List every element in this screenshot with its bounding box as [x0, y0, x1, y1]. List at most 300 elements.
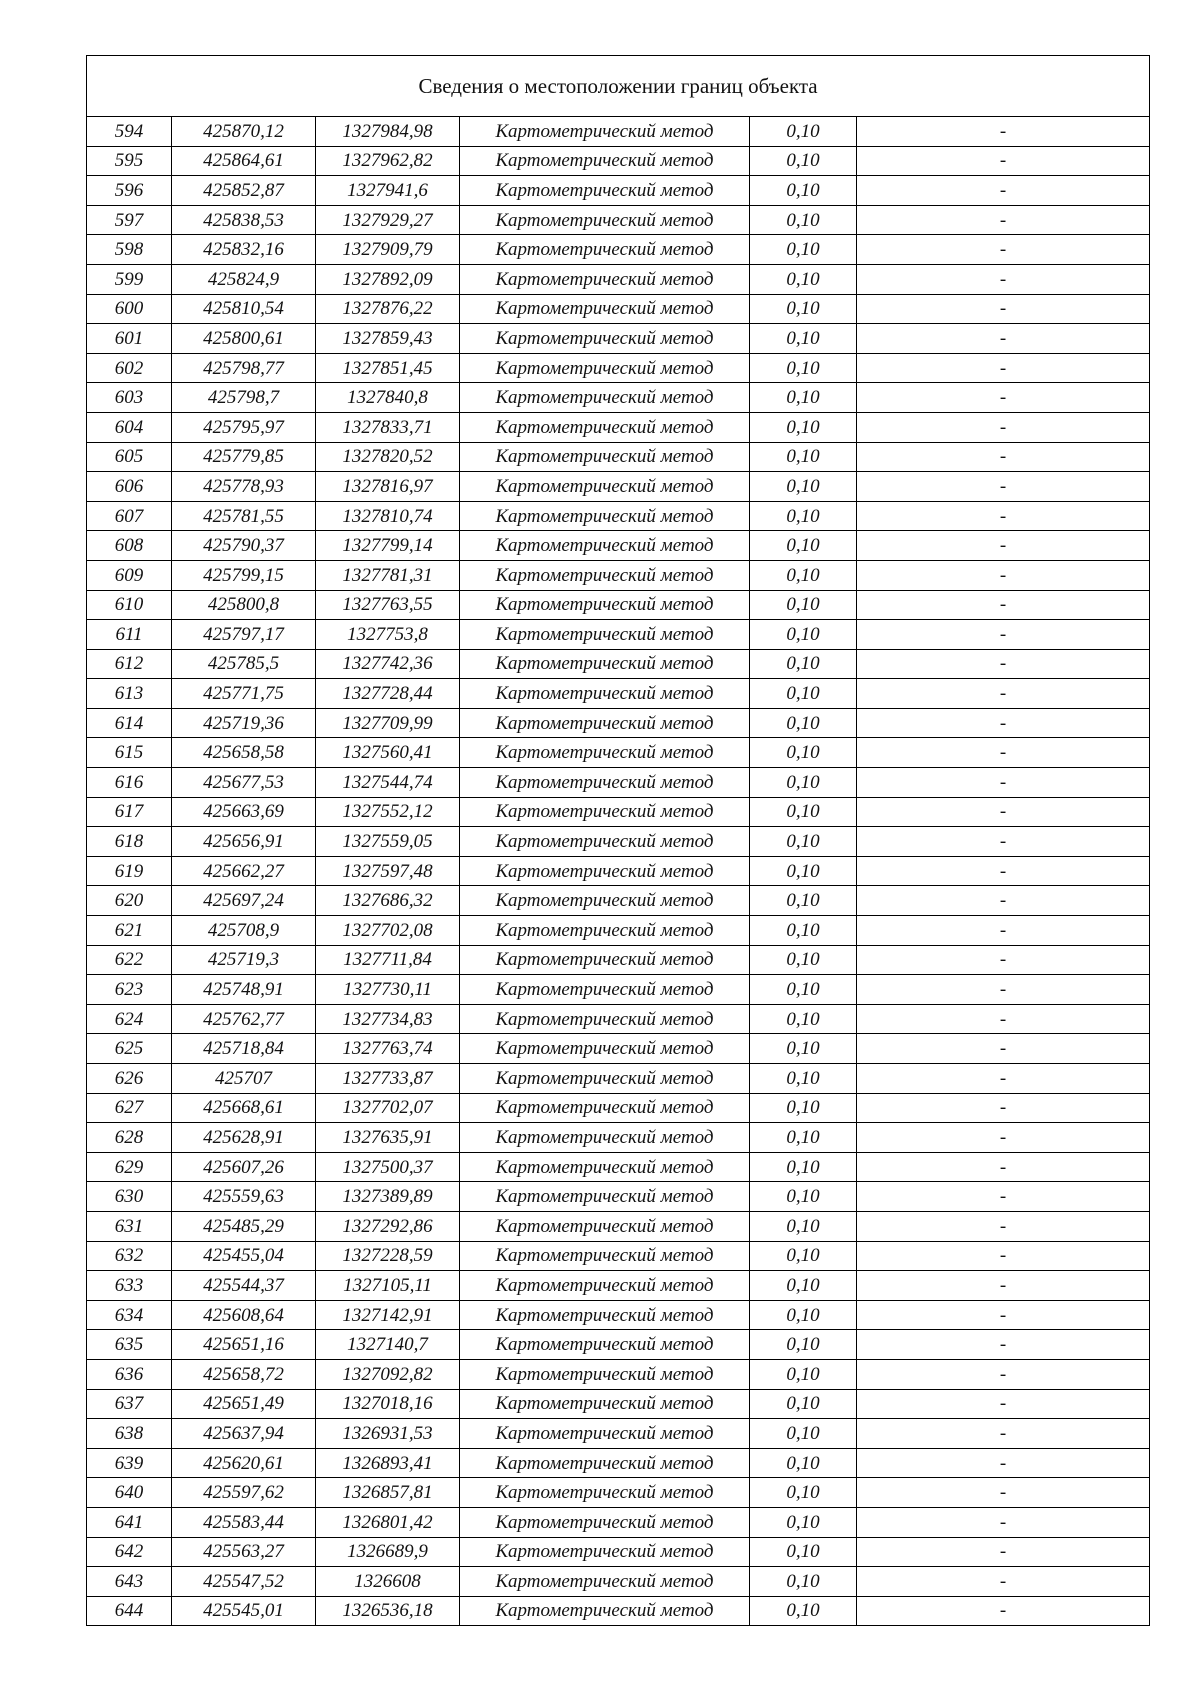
coord-y-cell: 1327909,79	[316, 235, 460, 265]
coord-x-cell: 425668,61	[172, 1093, 316, 1123]
point-number-cell: 634	[87, 1300, 172, 1330]
coord-y-cell: 1327781,31	[316, 560, 460, 590]
coord-y-cell: 1327597,48	[316, 856, 460, 886]
coord-y-cell: 1327092,82	[316, 1359, 460, 1389]
accuracy-cell: 0,10	[750, 738, 857, 768]
table-row	[87, 590, 1150, 620]
accuracy-cell: 0,10	[750, 294, 857, 324]
coord-x-cell: 425870,12	[172, 117, 316, 147]
coord-y-cell: 1326931,53	[316, 1419, 460, 1449]
table-row	[87, 1241, 1150, 1271]
accuracy-cell: 0,10	[750, 235, 857, 265]
table-row	[87, 1389, 1150, 1419]
accuracy-cell: 0,10	[750, 442, 857, 472]
note-cell: -	[857, 1123, 1150, 1153]
coord-y-cell: 1327711,84	[316, 945, 460, 975]
point-number-cell: 603	[87, 383, 172, 413]
accuracy-cell: 0,10	[750, 945, 857, 975]
coord-x-cell: 425608,64	[172, 1300, 316, 1330]
point-number-cell: 620	[87, 886, 172, 916]
note-cell: -	[857, 176, 1150, 206]
coord-x-cell: 425719,3	[172, 945, 316, 975]
coord-y-cell: 1327763,55	[316, 590, 460, 620]
method-cell: Картометрический метод	[460, 975, 750, 1005]
point-number-cell: 594	[87, 117, 172, 147]
table-row	[87, 1004, 1150, 1034]
point-number-cell: 614	[87, 708, 172, 738]
point-number-cell: 612	[87, 649, 172, 679]
point-number-cell: 597	[87, 205, 172, 235]
coord-y-cell: 1327734,83	[316, 1004, 460, 1034]
table-row	[87, 1152, 1150, 1182]
note-cell: -	[857, 1300, 1150, 1330]
method-cell: Картометрический метод	[460, 827, 750, 857]
point-number-cell: 616	[87, 768, 172, 798]
method-cell: Картометрический метод	[460, 590, 750, 620]
accuracy-cell: 0,10	[750, 708, 857, 738]
table-row	[87, 1064, 1150, 1094]
method-cell: Картометрический метод	[460, 501, 750, 531]
coord-x-cell: 425800,61	[172, 324, 316, 354]
note-cell: -	[857, 620, 1150, 650]
method-cell: Картометрический метод	[460, 1596, 750, 1626]
note-cell: -	[857, 856, 1150, 886]
accuracy-cell: 0,10	[750, 1596, 857, 1626]
coord-y-cell: 1327228,59	[316, 1241, 460, 1271]
table-row	[87, 738, 1150, 768]
coord-x-cell: 425778,93	[172, 472, 316, 502]
note-cell: -	[857, 679, 1150, 709]
coord-y-cell: 1327859,43	[316, 324, 460, 354]
point-number-cell: 636	[87, 1359, 172, 1389]
point-number-cell: 628	[87, 1123, 172, 1153]
table-row	[87, 797, 1150, 827]
accuracy-cell: 0,10	[750, 1211, 857, 1241]
coord-y-cell: 1326689,9	[316, 1537, 460, 1567]
accuracy-cell: 0,10	[750, 176, 857, 206]
accuracy-cell: 0,10	[750, 1507, 857, 1537]
point-number-cell: 640	[87, 1478, 172, 1508]
coord-y-cell: 1327733,87	[316, 1064, 460, 1094]
note-cell: -	[857, 1419, 1150, 1449]
note-cell: -	[857, 264, 1150, 294]
point-number-cell: 596	[87, 176, 172, 206]
note-cell: -	[857, 1330, 1150, 1360]
accuracy-cell: 0,10	[750, 1123, 857, 1153]
point-number-cell: 609	[87, 560, 172, 590]
table-row	[87, 1034, 1150, 1064]
point-number-cell: 605	[87, 442, 172, 472]
coord-y-cell: 1327892,09	[316, 264, 460, 294]
table-row	[87, 1478, 1150, 1508]
point-number-cell: 643	[87, 1567, 172, 1597]
accuracy-cell: 0,10	[750, 353, 857, 383]
note-cell: -	[857, 560, 1150, 590]
coord-x-cell: 425798,7	[172, 383, 316, 413]
boundary-table	[86, 55, 1150, 1626]
coord-y-cell: 1327742,36	[316, 649, 460, 679]
table-row	[87, 1093, 1150, 1123]
coord-y-cell: 1327851,45	[316, 353, 460, 383]
note-cell: -	[857, 1359, 1150, 1389]
accuracy-cell: 0,10	[750, 649, 857, 679]
method-cell: Картометрический метод	[460, 1241, 750, 1271]
coord-x-cell: 425799,15	[172, 560, 316, 590]
point-number-cell: 608	[87, 531, 172, 561]
coord-y-cell: 1327686,32	[316, 886, 460, 916]
note-cell: -	[857, 708, 1150, 738]
title-row	[87, 56, 1150, 117]
method-cell: Картометрический метод	[460, 886, 750, 916]
coord-x-cell: 425677,53	[172, 768, 316, 798]
coord-x-cell: 425658,72	[172, 1359, 316, 1389]
accuracy-cell: 0,10	[750, 1330, 857, 1360]
note-cell: -	[857, 916, 1150, 946]
note-cell: -	[857, 1241, 1150, 1271]
method-cell: Картометрический метод	[460, 708, 750, 738]
coord-x-cell: 425708,9	[172, 916, 316, 946]
table-row	[87, 501, 1150, 531]
coord-x-cell: 425779,85	[172, 442, 316, 472]
coord-x-cell: 425544,37	[172, 1271, 316, 1301]
coord-y-cell: 1327799,14	[316, 531, 460, 561]
note-cell: -	[857, 412, 1150, 442]
table-row	[87, 412, 1150, 442]
note-cell: -	[857, 235, 1150, 265]
accuracy-cell: 0,10	[750, 501, 857, 531]
table-row	[87, 945, 1150, 975]
method-cell: Картометрический метод	[460, 768, 750, 798]
coord-x-cell: 425563,27	[172, 1537, 316, 1567]
method-cell: Картометрический метод	[460, 916, 750, 946]
note-cell: -	[857, 1004, 1150, 1034]
point-number-cell: 607	[87, 501, 172, 531]
method-cell: Картометрический метод	[460, 1093, 750, 1123]
point-number-cell: 635	[87, 1330, 172, 1360]
accuracy-cell: 0,10	[750, 768, 857, 798]
method-cell: Картометрический метод	[460, 560, 750, 590]
coord-x-cell: 425785,5	[172, 649, 316, 679]
accuracy-cell: 0,10	[750, 1478, 857, 1508]
table-row	[87, 176, 1150, 206]
accuracy-cell: 0,10	[750, 1389, 857, 1419]
note-cell: -	[857, 1537, 1150, 1567]
method-cell: Картометрический метод	[460, 1478, 750, 1508]
table-row	[87, 975, 1150, 1005]
method-cell: Картометрический метод	[460, 945, 750, 975]
accuracy-cell: 0,10	[750, 117, 857, 147]
note-cell: -	[857, 590, 1150, 620]
coord-y-cell: 1327018,16	[316, 1389, 460, 1419]
coord-x-cell: 425547,52	[172, 1567, 316, 1597]
method-cell: Картометрический метод	[460, 1419, 750, 1449]
coord-x-cell: 425597,62	[172, 1478, 316, 1508]
table-row	[87, 768, 1150, 798]
method-cell: Картометрический метод	[460, 176, 750, 206]
coord-x-cell: 425771,75	[172, 679, 316, 709]
coord-y-cell: 1326536,18	[316, 1596, 460, 1626]
table-row	[87, 708, 1150, 738]
coord-y-cell: 1327763,74	[316, 1034, 460, 1064]
coord-x-cell: 425790,37	[172, 531, 316, 561]
method-cell: Картометрический метод	[460, 1034, 750, 1064]
coord-x-cell: 425852,87	[172, 176, 316, 206]
coord-y-cell: 1327709,99	[316, 708, 460, 738]
coord-x-cell: 425832,16	[172, 235, 316, 265]
method-cell: Картометрический метод	[460, 620, 750, 650]
coord-x-cell: 425838,53	[172, 205, 316, 235]
note-cell: -	[857, 353, 1150, 383]
note-cell: -	[857, 1064, 1150, 1094]
table-row	[87, 117, 1150, 147]
note-cell: -	[857, 1182, 1150, 1212]
point-number-cell: 644	[87, 1596, 172, 1626]
accuracy-cell: 0,10	[750, 1448, 857, 1478]
method-cell: Картометрический метод	[460, 531, 750, 561]
accuracy-cell: 0,10	[750, 1537, 857, 1567]
method-cell: Картометрический метод	[460, 679, 750, 709]
method-cell: Картометрический метод	[460, 856, 750, 886]
note-cell: -	[857, 886, 1150, 916]
accuracy-cell: 0,10	[750, 1093, 857, 1123]
coord-y-cell: 1327142,91	[316, 1300, 460, 1330]
table-row	[87, 1567, 1150, 1597]
note-cell: -	[857, 797, 1150, 827]
table-row	[87, 442, 1150, 472]
coord-y-cell: 1327560,41	[316, 738, 460, 768]
accuracy-cell: 0,10	[750, 531, 857, 561]
method-cell: Картометрический метод	[460, 738, 750, 768]
accuracy-cell: 0,10	[750, 886, 857, 916]
method-cell: Картометрический метод	[460, 1507, 750, 1537]
method-cell: Картометрический метод	[460, 1300, 750, 1330]
method-cell: Картометрический метод	[460, 235, 750, 265]
point-number-cell: 599	[87, 264, 172, 294]
note-cell: -	[857, 146, 1150, 176]
accuracy-cell: 0,10	[750, 856, 857, 886]
method-cell: Картометрический метод	[460, 146, 750, 176]
note-cell: -	[857, 1389, 1150, 1419]
coord-x-cell: 425663,69	[172, 797, 316, 827]
note-cell: -	[857, 975, 1150, 1005]
point-number-cell: 633	[87, 1271, 172, 1301]
table-row	[87, 205, 1150, 235]
table-row	[87, 1537, 1150, 1567]
coord-y-cell: 1327544,74	[316, 768, 460, 798]
point-number-cell: 627	[87, 1093, 172, 1123]
note-cell: -	[857, 1567, 1150, 1597]
table-row	[87, 1182, 1150, 1212]
method-cell: Картометрический метод	[460, 472, 750, 502]
point-number-cell: 621	[87, 916, 172, 946]
point-number-cell: 601	[87, 324, 172, 354]
coord-y-cell: 1327820,52	[316, 442, 460, 472]
method-cell: Картометрический метод	[460, 205, 750, 235]
accuracy-cell: 0,10	[750, 472, 857, 502]
coord-y-cell: 1327941,6	[316, 176, 460, 206]
accuracy-cell: 0,10	[750, 264, 857, 294]
method-cell: Картометрический метод	[460, 1211, 750, 1241]
coord-x-cell: 425620,61	[172, 1448, 316, 1478]
table-row	[87, 531, 1150, 561]
coord-x-cell: 425800,8	[172, 590, 316, 620]
coord-y-cell: 1327292,86	[316, 1211, 460, 1241]
table-row	[87, 146, 1150, 176]
note-cell: -	[857, 1596, 1150, 1626]
table-row	[87, 1448, 1150, 1478]
point-number-cell: 595	[87, 146, 172, 176]
table-row	[87, 324, 1150, 354]
accuracy-cell: 0,10	[750, 1271, 857, 1301]
accuracy-cell: 0,10	[750, 1064, 857, 1094]
method-cell: Картометрический метод	[460, 649, 750, 679]
point-number-cell: 619	[87, 856, 172, 886]
table-row	[87, 1359, 1150, 1389]
coord-y-cell: 1327810,74	[316, 501, 460, 531]
method-cell: Картометрический метод	[460, 442, 750, 472]
note-cell: -	[857, 1034, 1150, 1064]
point-number-cell: 630	[87, 1182, 172, 1212]
coord-y-cell: 1326801,42	[316, 1507, 460, 1537]
method-cell: Картометрический метод	[460, 383, 750, 413]
table-row	[87, 649, 1150, 679]
note-cell: -	[857, 531, 1150, 561]
coord-y-cell: 1327984,98	[316, 117, 460, 147]
accuracy-cell: 0,10	[750, 1567, 857, 1597]
method-cell: Картометрический метод	[460, 412, 750, 442]
coord-x-cell: 425651,16	[172, 1330, 316, 1360]
table-row	[87, 916, 1150, 946]
note-cell: -	[857, 1271, 1150, 1301]
point-number-cell: 631	[87, 1211, 172, 1241]
point-number-cell: 623	[87, 975, 172, 1005]
coord-y-cell: 1327500,37	[316, 1152, 460, 1182]
table-row	[87, 1507, 1150, 1537]
accuracy-cell: 0,10	[750, 324, 857, 354]
accuracy-cell: 0,10	[750, 1241, 857, 1271]
point-number-cell: 632	[87, 1241, 172, 1271]
table-row	[87, 1123, 1150, 1153]
coord-y-cell: 1327962,82	[316, 146, 460, 176]
coord-x-cell: 425658,58	[172, 738, 316, 768]
accuracy-cell: 0,10	[750, 205, 857, 235]
coord-x-cell: 425762,77	[172, 1004, 316, 1034]
accuracy-cell: 0,10	[750, 590, 857, 620]
method-cell: Картометрический метод	[460, 1537, 750, 1567]
note-cell: -	[857, 294, 1150, 324]
table-row	[87, 235, 1150, 265]
method-cell: Картометрический метод	[460, 1123, 750, 1153]
note-cell: -	[857, 324, 1150, 354]
coord-y-cell: 1327876,22	[316, 294, 460, 324]
note-cell: -	[857, 827, 1150, 857]
point-number-cell: 598	[87, 235, 172, 265]
method-cell: Картометрический метод	[460, 1064, 750, 1094]
coord-x-cell: 425662,27	[172, 856, 316, 886]
document-title: Сведения о местоположении границ объекта	[87, 56, 1150, 117]
table-row	[87, 560, 1150, 590]
table-row	[87, 1419, 1150, 1449]
coord-y-cell: 1326893,41	[316, 1448, 460, 1478]
coord-y-cell: 1327389,89	[316, 1182, 460, 1212]
accuracy-cell: 0,10	[750, 797, 857, 827]
point-number-cell: 610	[87, 590, 172, 620]
note-cell: -	[857, 768, 1150, 798]
coord-y-cell: 1327840,8	[316, 383, 460, 413]
coord-x-cell: 425824,9	[172, 264, 316, 294]
method-cell: Картометрический метод	[460, 1271, 750, 1301]
method-cell: Картометрический метод	[460, 797, 750, 827]
table-row	[87, 353, 1150, 383]
point-number-cell: 625	[87, 1034, 172, 1064]
method-cell: Картометрический метод	[460, 1567, 750, 1597]
accuracy-cell: 0,10	[750, 1182, 857, 1212]
accuracy-cell: 0,10	[750, 412, 857, 442]
accuracy-cell: 0,10	[750, 1300, 857, 1330]
coord-x-cell: 425810,54	[172, 294, 316, 324]
note-cell: -	[857, 738, 1150, 768]
note-cell: -	[857, 442, 1150, 472]
point-number-cell: 606	[87, 472, 172, 502]
point-number-cell: 638	[87, 1419, 172, 1449]
coord-y-cell: 1326857,81	[316, 1478, 460, 1508]
table-row	[87, 620, 1150, 650]
table-row	[87, 827, 1150, 857]
table-row	[87, 856, 1150, 886]
coord-x-cell: 425628,91	[172, 1123, 316, 1153]
table-row	[87, 1300, 1150, 1330]
table-body	[87, 56, 1150, 1626]
point-number-cell: 629	[87, 1152, 172, 1182]
coord-y-cell: 1327559,05	[316, 827, 460, 857]
table-row	[87, 1596, 1150, 1626]
accuracy-cell: 0,10	[750, 1034, 857, 1064]
coord-y-cell: 1327702,07	[316, 1093, 460, 1123]
note-cell: -	[857, 1093, 1150, 1123]
coord-x-cell: 425607,26	[172, 1152, 316, 1182]
method-cell: Картометрический метод	[460, 1182, 750, 1212]
table-row	[87, 472, 1150, 502]
method-cell: Картометрический метод	[460, 1448, 750, 1478]
method-cell: Картометрический метод	[460, 264, 750, 294]
method-cell: Картометрический метод	[460, 294, 750, 324]
accuracy-cell: 0,10	[750, 383, 857, 413]
coord-y-cell: 1327702,08	[316, 916, 460, 946]
coord-x-cell: 425559,63	[172, 1182, 316, 1212]
coord-y-cell: 1326608	[316, 1567, 460, 1597]
method-cell: Картометрический метод	[460, 1389, 750, 1419]
coord-x-cell: 425864,61	[172, 146, 316, 176]
table-row	[87, 264, 1150, 294]
coord-x-cell: 425795,97	[172, 412, 316, 442]
coord-y-cell: 1327635,91	[316, 1123, 460, 1153]
note-cell: -	[857, 1211, 1150, 1241]
note-cell: -	[857, 205, 1150, 235]
note-cell: -	[857, 383, 1150, 413]
accuracy-cell: 0,10	[750, 1004, 857, 1034]
accuracy-cell: 0,10	[750, 1419, 857, 1449]
table-row	[87, 1330, 1150, 1360]
note-cell: -	[857, 945, 1150, 975]
accuracy-cell: 0,10	[750, 620, 857, 650]
note-cell: -	[857, 649, 1150, 679]
accuracy-cell: 0,10	[750, 827, 857, 857]
coord-x-cell: 425718,84	[172, 1034, 316, 1064]
coord-x-cell: 425455,04	[172, 1241, 316, 1271]
note-cell: -	[857, 472, 1150, 502]
point-number-cell: 622	[87, 945, 172, 975]
method-cell: Картометрический метод	[460, 324, 750, 354]
